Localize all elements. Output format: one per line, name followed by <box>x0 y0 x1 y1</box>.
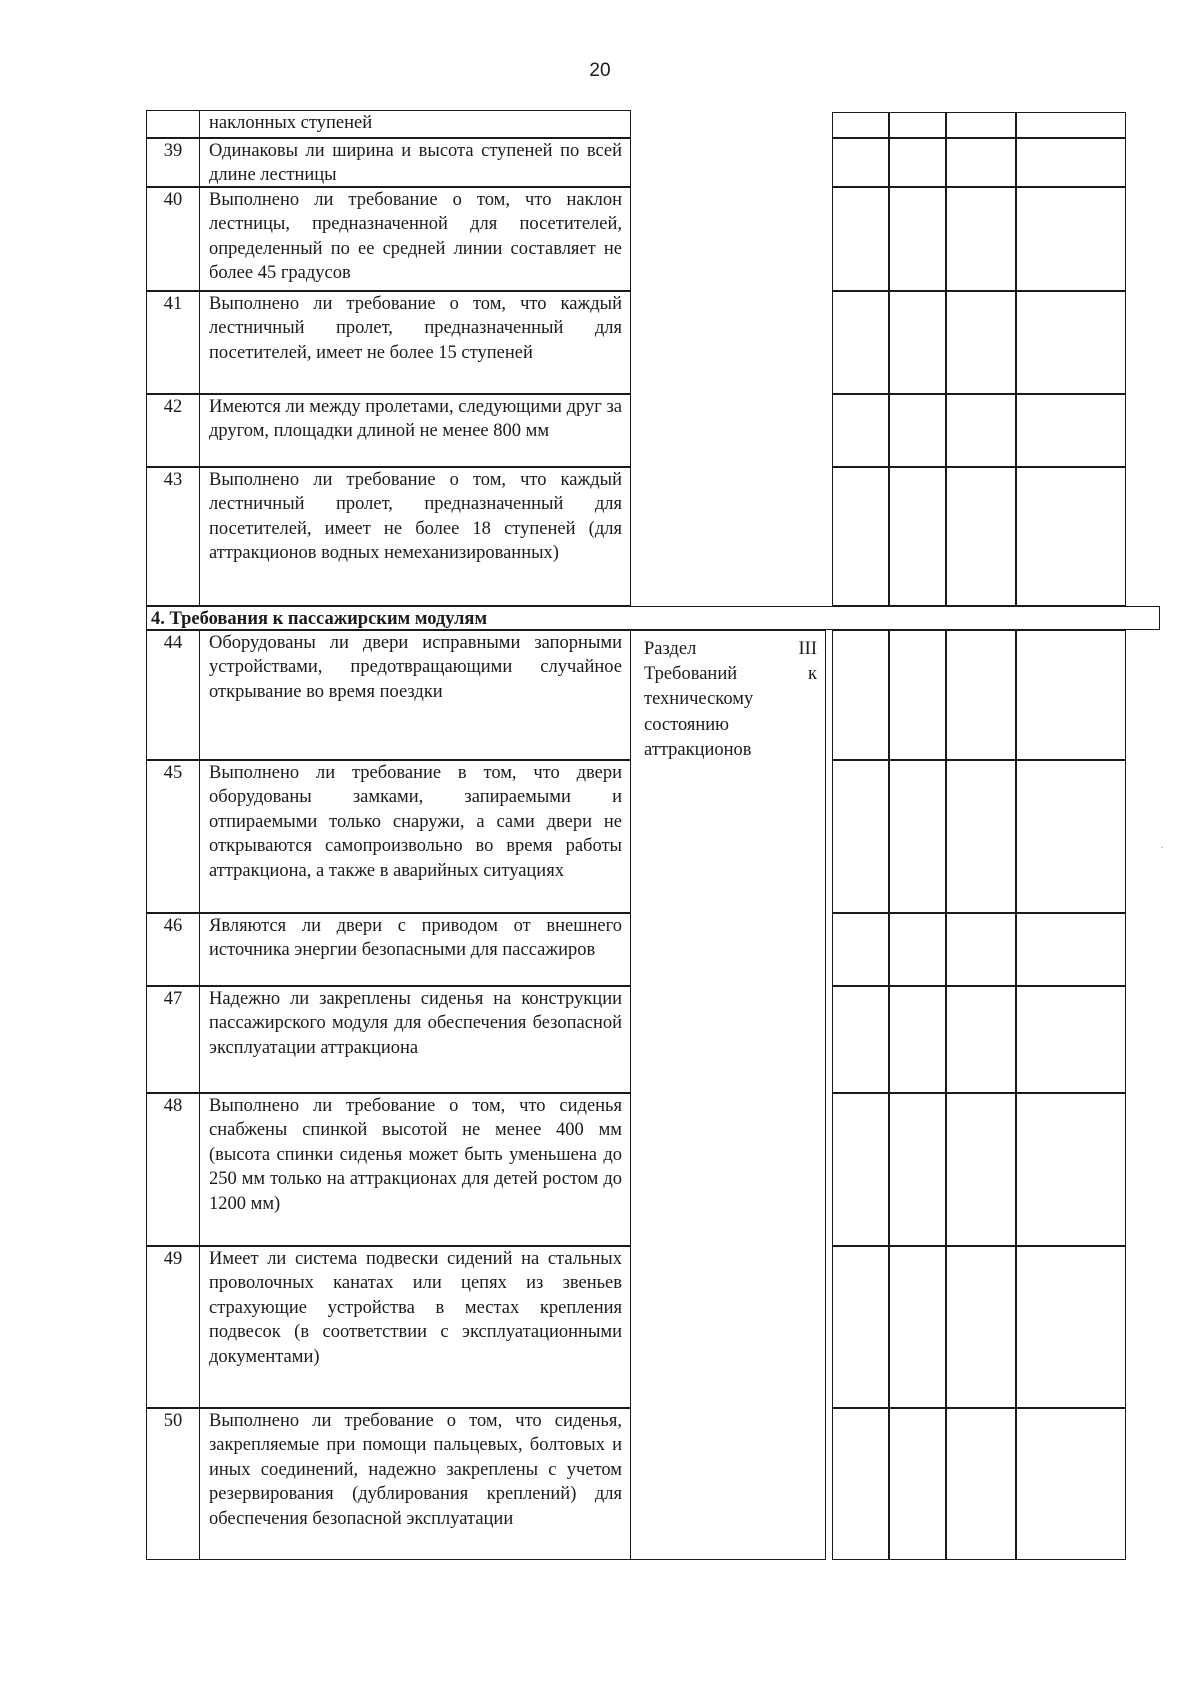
empty-grid-cell <box>1016 112 1126 138</box>
empty-grid-cell <box>889 467 946 606</box>
row-number: 44 <box>146 630 200 760</box>
row-number: 42 <box>146 394 200 467</box>
row-number: 43 <box>146 467 200 606</box>
empty-grid-cell <box>889 1408 946 1560</box>
row-number: 50 <box>146 1408 200 1560</box>
ref-word: техническому <box>644 689 754 710</box>
empty-grid-cell <box>1016 760 1126 913</box>
empty-grid-cell <box>946 138 1016 187</box>
empty-grid-cell <box>832 291 889 394</box>
row-number: 39 <box>146 138 200 187</box>
empty-grid-cell <box>946 291 1016 394</box>
empty-grid-cell <box>889 394 946 467</box>
row-text: Одинаковы ли ширина и высота ступеней по всей длине лестницы <box>199 138 631 187</box>
empty-grid-cell <box>946 760 1016 913</box>
empty-grid-cell <box>1016 630 1126 760</box>
empty-grid-cell <box>889 291 946 394</box>
ref-word: аттракционов <box>644 739 752 760</box>
scan-mark: · <box>1160 840 1164 854</box>
empty-grid-cell <box>946 394 1016 467</box>
empty-grid-cell <box>946 467 1016 606</box>
empty-grid-cell <box>832 760 889 913</box>
row-number: 41 <box>146 291 200 394</box>
empty-grid-cell <box>889 913 946 986</box>
row-text: Оборудованы ли двери исправными запорными устройствами, предотвращающими случайное открывание во время поездки <box>199 630 631 760</box>
ref-word: III <box>798 639 817 659</box>
row-text: Надежно ли закреплены сиденья на конструкции пассажирского модуля для обеспечения безопасной эксплуатации аттракциона <box>199 986 631 1093</box>
empty-grid-cell <box>832 630 889 760</box>
empty-grid-cell <box>946 913 1016 986</box>
empty-grid-cell <box>832 187 889 291</box>
row-text: Имеет ли система подвески сидений на стальных проволочных канатах или цепях из звеньев страхующие устройства в местах крепления подвесок (в соответствии с эксплуатационными документами) <box>199 1246 631 1408</box>
ref-word: Требований <box>644 664 738 685</box>
row-text: Выполнено ли требование о том, что каждый лестничный пролет, предназначенный для посетителей, имеет не более 15 ступеней <box>199 291 631 394</box>
empty-grid-cell <box>946 1246 1016 1408</box>
row-number: 49 <box>146 1246 200 1408</box>
page-number: 20 <box>589 60 611 81</box>
row-number: 48 <box>146 1093 200 1246</box>
empty-grid-cell <box>889 1246 946 1408</box>
empty-grid-cell <box>1016 187 1126 291</box>
row-text: Выполнено ли требование о том, что наклон лестницы, предназначенной для посетителей, определенный по ее средней линии составляет не более 45 градусов <box>199 187 631 291</box>
empty-grid-cell <box>889 138 946 187</box>
section-title: 4. Требования к пассажирским модулям <box>146 606 1160 630</box>
empty-grid-cell <box>832 986 889 1093</box>
empty-grid-cell <box>832 1408 889 1560</box>
empty-grid-cell <box>1016 1408 1126 1560</box>
row-number: 47 <box>146 986 200 1093</box>
empty-grid-cell <box>889 1093 946 1246</box>
empty-grid-cell <box>946 187 1016 291</box>
ref-word: состоянию <box>644 714 730 735</box>
row-text: Выполнено ли требование о том, что сиденья снабжены спинкой высотой не менее 400 мм (высота спинки сиденья может быть уменьшена до 250 мм только на аттракционах для детей ростом до 1200 мм) <box>199 1093 631 1246</box>
empty-grid-cell <box>946 112 1016 138</box>
empty-grid-cell <box>1016 394 1126 467</box>
row-text: Являются ли двери с приводом от внешнего источника энергии безопасными для пассажиров <box>199 913 631 986</box>
reference-cell <box>630 630 826 1560</box>
empty-grid-cell <box>1016 291 1126 394</box>
empty-grid-cell <box>1016 1093 1126 1246</box>
empty-grid-cell <box>889 630 946 760</box>
row-text: наклонных ступеней <box>199 110 631 138</box>
row-text: Выполнено ли требование о том, что сиденья, закрепляемые при помощи пальцевых, болтовых и иных соединений, надежно закреплены с учетом резервирования (дублирования креплений) для обеспечения безопасной эксплуатации <box>199 1408 631 1560</box>
empty-grid-cell <box>832 467 889 606</box>
empty-grid-cell <box>889 760 946 913</box>
row-number: 40 <box>146 187 200 291</box>
empty-grid-cell <box>946 630 1016 760</box>
row-number: 46 <box>146 913 200 986</box>
empty-grid-cell <box>889 986 946 1093</box>
empty-grid-cell <box>889 187 946 291</box>
empty-grid-cell <box>1016 913 1126 986</box>
empty-grid-cell <box>889 112 946 138</box>
row-number: 45 <box>146 760 200 913</box>
ref-word: Раздел <box>644 639 697 659</box>
empty-grid-cell <box>1016 467 1126 606</box>
empty-grid-cell <box>832 394 889 467</box>
empty-grid-cell <box>832 138 889 187</box>
empty-grid-cell <box>832 112 889 138</box>
empty-grid-cell <box>946 986 1016 1093</box>
empty-grid-cell <box>1016 138 1126 187</box>
empty-grid-cell <box>832 1246 889 1408</box>
empty-grid-cell <box>832 1093 889 1246</box>
row-text: Выполнено ли требование о том, что каждый лестничный пролет, предназначенный для посетителей, имеет не более 18 ступеней (для аттракционов водных немеханизированных) <box>199 467 631 606</box>
row-text: Выполнено ли требование в том, что двери оборудованы замками, запираемыми и отпираемыми только снаружи, а сами двери не открываются самопроизвольно во время работы аттракциона, а также в аварийных ситуациях <box>199 760 631 913</box>
empty-grid-cell <box>1016 1246 1126 1408</box>
empty-grid-cell <box>946 1408 1016 1560</box>
empty-grid-cell <box>832 913 889 986</box>
ref-word: к <box>808 664 817 685</box>
row-number <box>146 110 200 138</box>
empty-grid-cell <box>946 1093 1016 1246</box>
empty-grid-cell <box>1016 986 1126 1093</box>
row-text: Имеются ли между пролетами, следующими друг за другом, площадки длиной не менее 800 мм <box>199 394 631 467</box>
